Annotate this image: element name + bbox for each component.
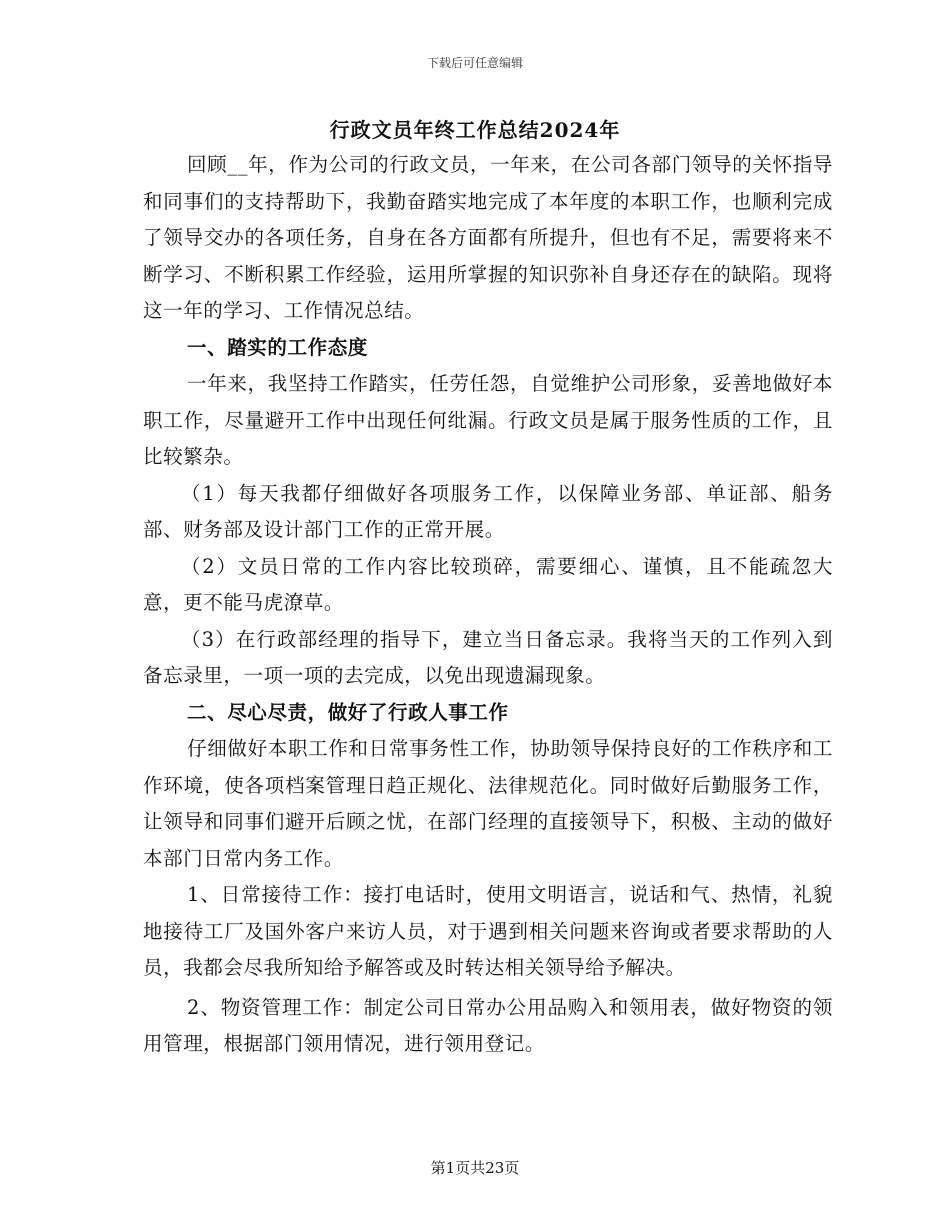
document-title: 行政文员年终工作总结2024年 xyxy=(329,118,621,142)
intro-paragraph: 回顾__年，作为公司的行政文员，一年来，在公司各部门领导的关怀指导和同事们的支持帮助下，我勤奋踏实地完成了本年度的本职工作，也顺利完成了领导交办的各项任务，自身在各方面都有所提升，但也有不足，需要将来不断学习、不断积累工作经验，运用所掌握的知识弥补自身还存在的缺陷。现将这一年的学习、工作情况总结。 xyxy=(143,153,833,322)
section-heading-1: 一、踏实的工作态度 xyxy=(187,335,368,359)
section-1-paragraph: 一年来，我坚持工作踏实，任劳任怨，自觉维护公司形象，妥善地做好本职工作，尽量避开工作中出现任何纰漏。行政文员是属于服务性质的工作，且比较繁杂。 xyxy=(143,372,833,468)
section-1-item-1: （1）每天我都仔细做好各项服务工作，以保障业务部、单证部、船务部、财务部及设计部门工作的正常开展。 xyxy=(143,481,833,541)
section-2-paragraph: 仔细做好本职工作和日常事务性工作，协助领导保持良好的工作秩序和工作环境，使各项档案管理日趋正规化、法律规范化。同时做好后勤服务工作，让领导和同事们避开后顾之忧，在部门经理的直接领导下，积极、主动的做好本部门日常内务工作。 xyxy=(143,737,833,870)
section-heading-2: 二、尽心尽责，做好了行政人事工作 xyxy=(187,700,509,724)
page-footer: 第1页共23页 xyxy=(430,1159,520,1177)
section-2-item-1: 1、日常接待工作：接打电话时，使用文明语言，说话和气、热情，礼貌地接待工厂及国外客户来访人员，对于遇到相关问题来咨询或者要求帮助的人员，我都会尽我所知给予解答或及时转达相关领导给予解决。 xyxy=(143,883,833,979)
section-2-item-2: 2、物资管理工作：制定公司日常办公用品购入和领用表，做好物资的领用管理，根据部门领用情况，进行领用登记。 xyxy=(143,995,833,1055)
section-1-item-3: （3）在行政部经理的指导下，建立当日备忘录。我将当天的工作列入到备忘录里，一项一项的去完成，以免出现遗漏现象。 xyxy=(143,627,833,687)
header-note: 下载后可任意编辑 xyxy=(426,56,523,70)
document-body xyxy=(143,147,833,1063)
section-1-item-2: （2）文员日常的工作内容比较琐碎，需要细心、谨慎，且不能疏忽大意，更不能马虎潦草。 xyxy=(143,554,833,614)
